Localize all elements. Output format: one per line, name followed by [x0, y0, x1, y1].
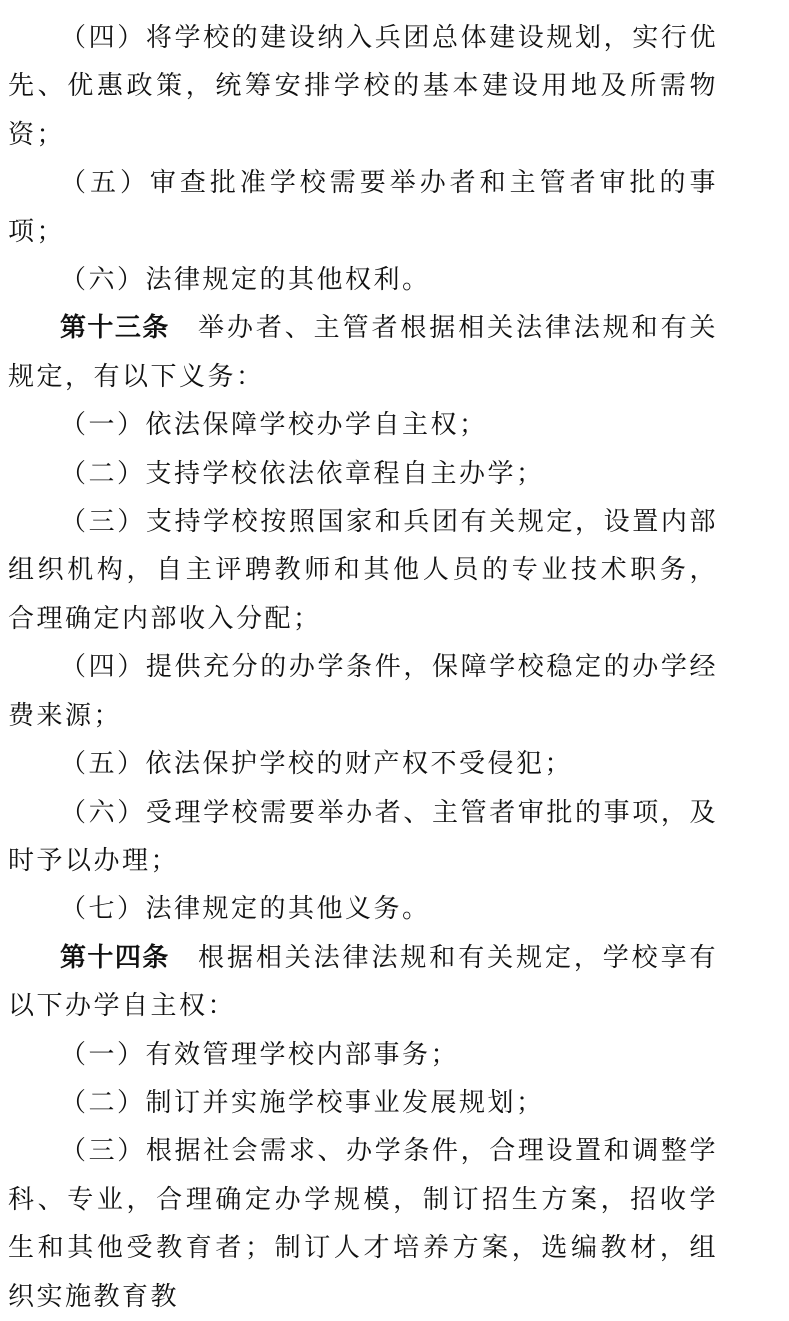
clause-4-construction-planning: （四）将学校的建设纳入兵团总体建设规划，实行优先、优惠政策，统筹安排学校的基本建设用地及所需物资； — [8, 23, 718, 150]
obligation-2: （二）支持学校依法依章程自主办学； — [60, 458, 545, 489]
obligation-3: （三）支持学校按照国家和兵团有关规定，设置内部组织机构，自主评聘教师和其他人员的专业技术职务，合理确定内部收入分配； — [8, 507, 718, 634]
autonomy-2: （二）制订并实施学校事业发展规划； — [60, 1087, 545, 1118]
obligation-5: （五）依法保护学校的财产权不受侵犯； — [60, 749, 574, 780]
obligation-4: （四）提供充分的办学条件，保障学校稳定的办学经费来源； — [8, 652, 718, 731]
article-14 — [8, 934, 718, 1031]
obligation-6: （六）受理学校需要举办者、主管者审批的事项，及时予以办理； — [8, 797, 718, 876]
autonomy-1: （一）有效管理学校内部事务； — [60, 1039, 460, 1070]
article-14-text: 根据相关法律法规和有关规定，学校享有以下办学自主权： — [8, 942, 718, 1022]
clause-6-other-rights: （六）法律规定的其他权利。 — [60, 265, 431, 296]
article-13-text: 举办者、主管者根据相关法律法规和有关规定，有以下义务： — [8, 313, 718, 392]
autonomy-3: （三）根据社会需求、办学条件，合理设置和调整学科、专业，合理确定办学规模，制订招生方案，招收学生和其他受教育者；制订人才培养方案，选编教材，组织实施教育教 — [8, 1136, 718, 1312]
document-body — [8, 14, 718, 1321]
article-13-heading: 第十三条 — [60, 313, 170, 344]
article-13 — [8, 304, 718, 401]
obligation-7: （七）法律规定的其他义务。 — [60, 894, 431, 925]
clause-5-approval-review: （五）审查批准学校需要举办者和主管者审批的事项； — [8, 168, 718, 247]
obligation-1: （一）依法保障学校办学自主权； — [60, 410, 488, 441]
article-14-heading: 第十四条 — [60, 942, 170, 973]
